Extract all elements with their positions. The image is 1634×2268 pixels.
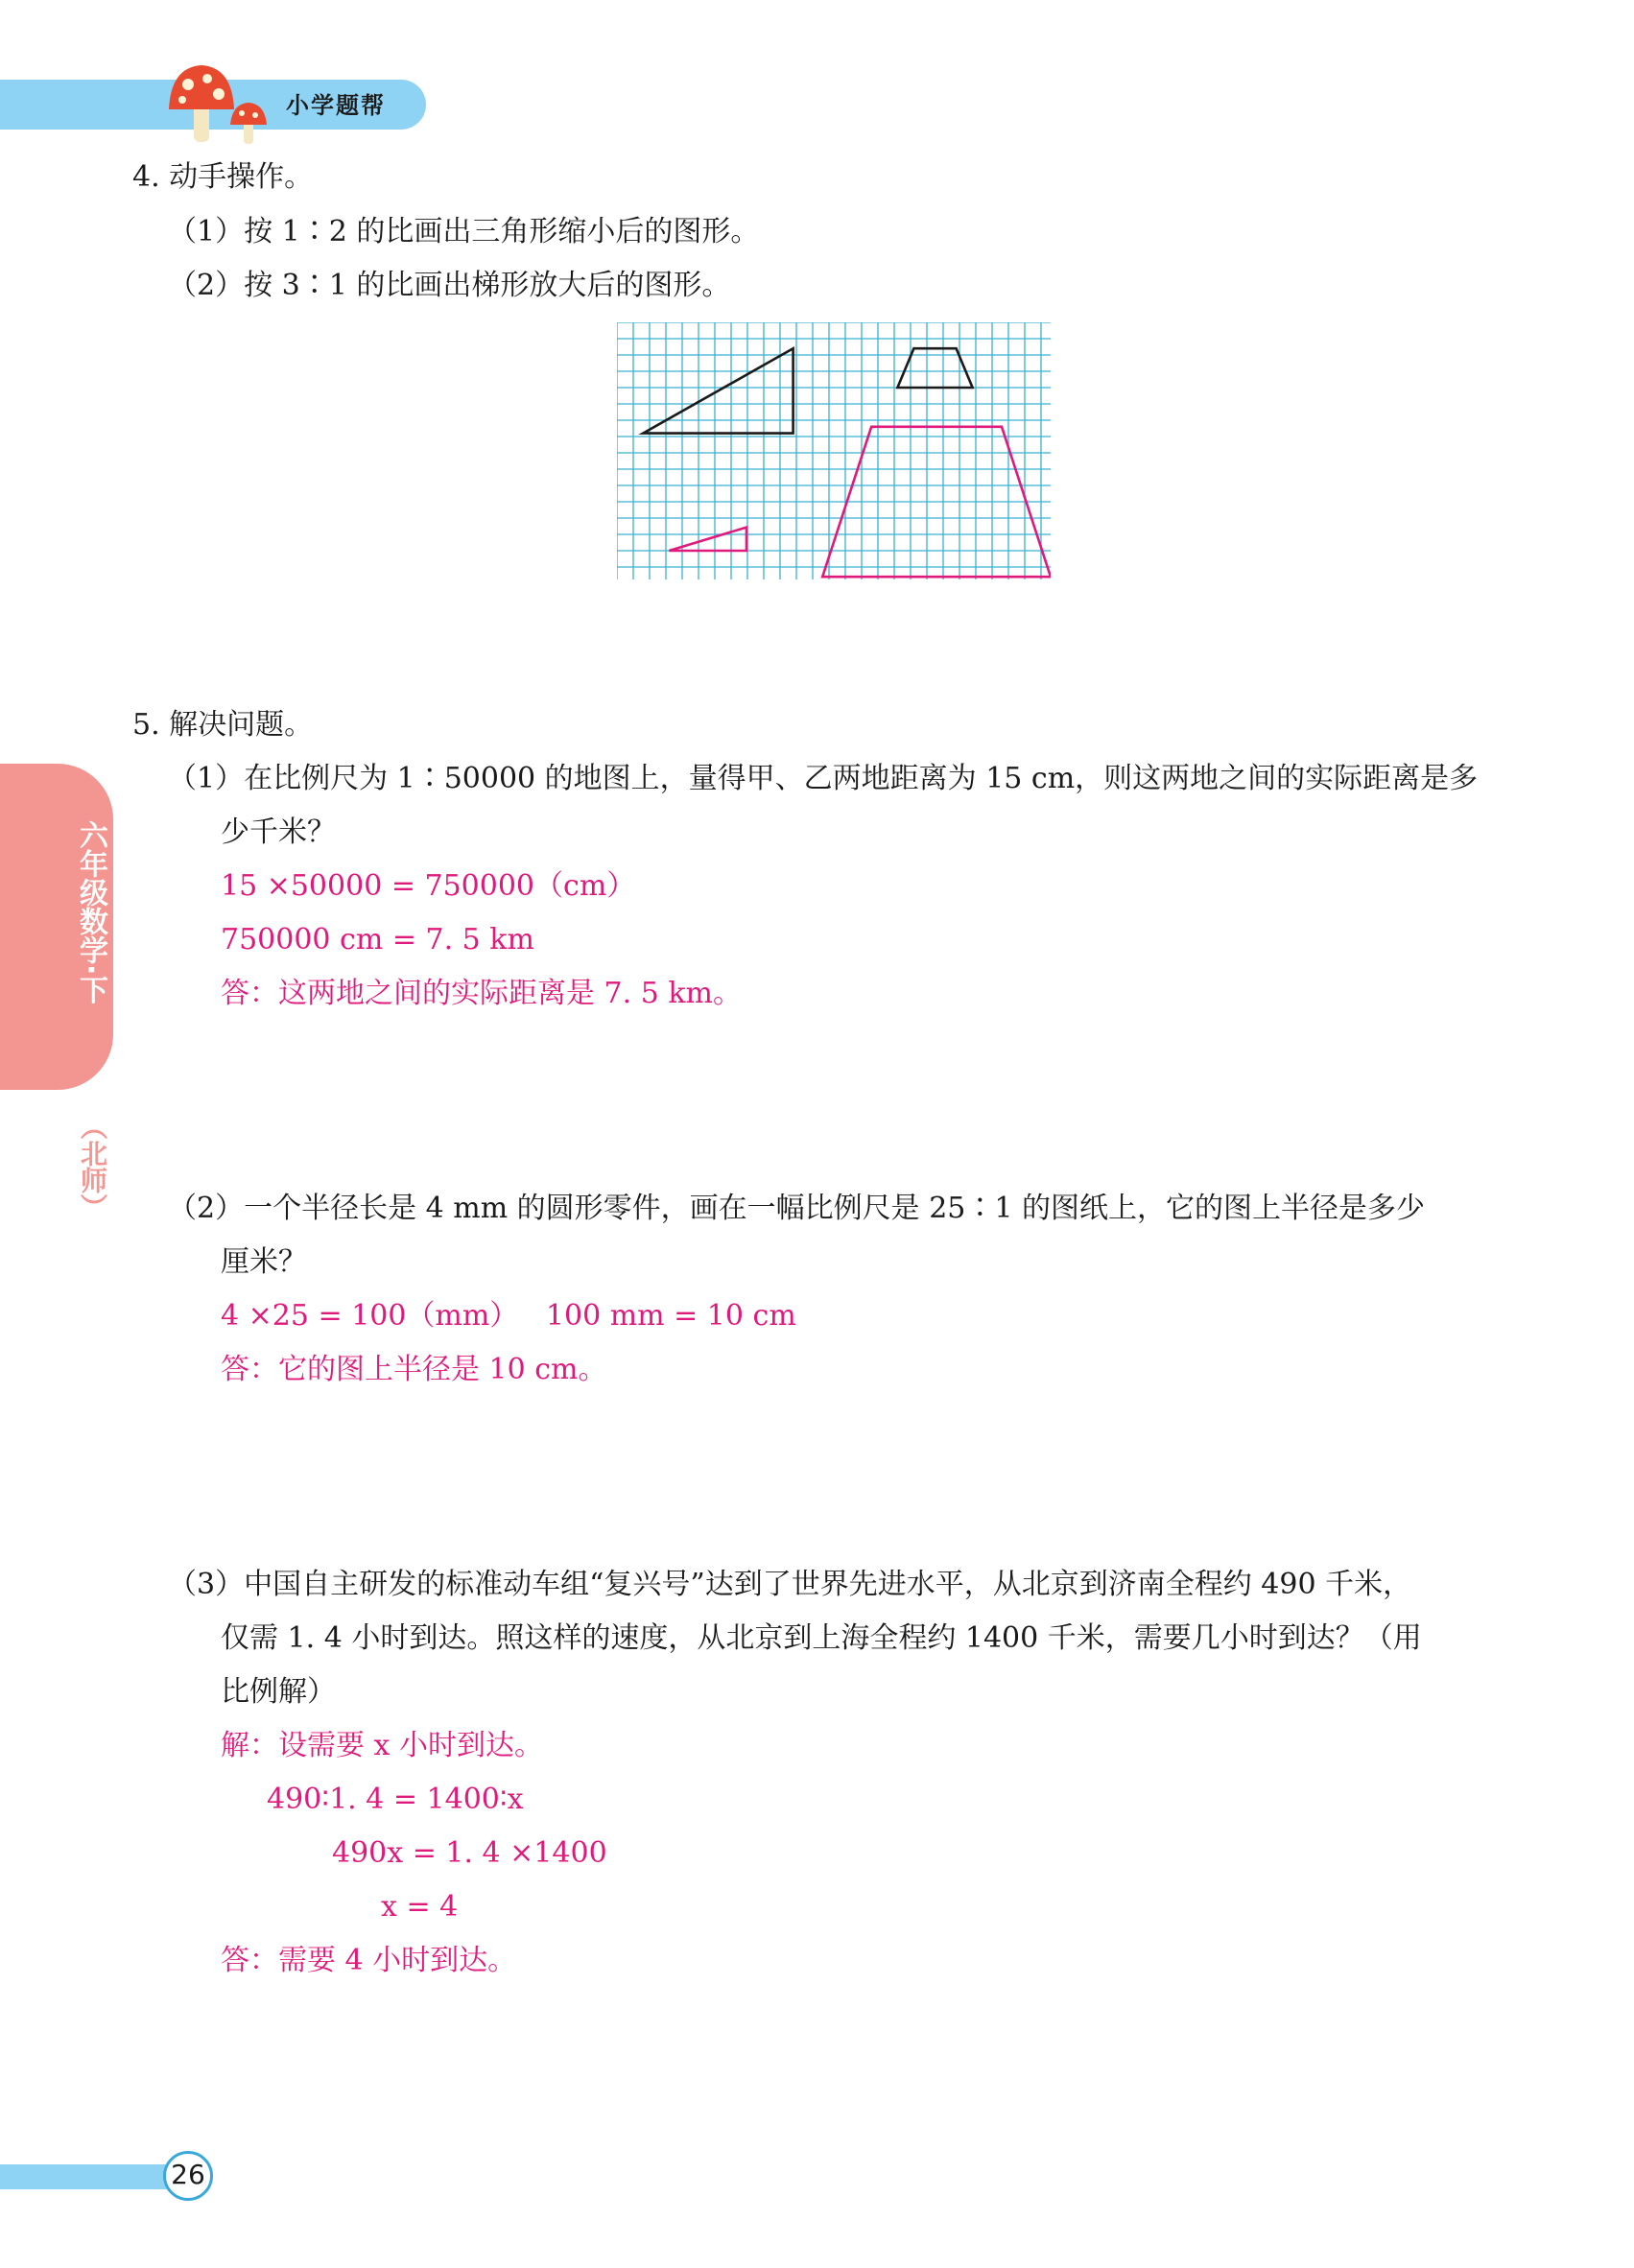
footer-bar — [0, 2164, 182, 2189]
q5-p2-question-line2: 厘米？ — [221, 1245, 307, 1279]
q4-sub1: （1）按 1∶2 的比画出三角形缩小后的图形。 — [168, 215, 760, 248]
reduced-triangle — [669, 528, 746, 551]
q5-p3-answer-conclusion: 答：需要 4 小时到达。 — [221, 1944, 517, 1977]
header-title: 小学题帮 — [286, 92, 386, 119]
q5-p2-question-line1: （2）一个半径长是 4 mm 的圆形零件，画在一幅比例尺是 25∶1 的图纸上，它的图上半径是多少 — [168, 1192, 1426, 1225]
q5-p1-answer-conclusion: 答：这两地之间的实际距离是 7. 5 km。 — [221, 977, 742, 1010]
q5-p3-question-line1: （3）中国自主研发的标准动车组“复兴号”达到了世界先进水平，从北京到济南全程约 490 千米， — [168, 1568, 1412, 1601]
q5-p3-answer-equation: 490x = 1. 4 ×1400 — [332, 1836, 607, 1870]
q5-p2-answer-step1: 4 ×25 = 100（mm） 100 mm = 10 cm — [221, 1299, 796, 1333]
q4-sub2: （2）按 3∶1 的比画出梯形放大后的图形。 — [168, 269, 731, 302]
page-number: 26 — [171, 2159, 205, 2190]
q5-p3-answer-setup: 解：设需要 x 小时到达。 — [221, 1729, 543, 1762]
q5-p1-answer-step2: 750000 cm = 7. 5 km — [221, 923, 534, 957]
side-tab-edition: （北师） — [77, 1113, 108, 1220]
q5-p3-answer-solution: x = 4 — [381, 1890, 459, 1924]
mushroom-logo-icon — [161, 56, 276, 152]
q4-title: 4. 动手操作。 — [132, 160, 314, 194]
q5-title: 5. 解决问题。 — [132, 708, 314, 742]
grid-figure — [617, 322, 1051, 579]
q5-p3-answer-proportion: 490∶1. 4 = 1400∶x — [267, 1783, 524, 1816]
q5-p3-question-line3: 比例解） — [221, 1675, 336, 1709]
side-tab-grade: 六年级数学·下 — [74, 820, 107, 1004]
original-trapezoid — [897, 348, 972, 388]
q5-p3-question-line2: 仅需 1. 4 小时到达。照这样的速度，从北京到上海全程约 1400 千米，需要几小时到达？（用 — [221, 1621, 1422, 1655]
q5-p1-question-line1: （1）在比例尺为 1∶50000 的地图上，量得甲、乙两地距离为 15 cm，则这两地之间的实际距离是多 — [168, 762, 1479, 795]
q5-p1-answer-step1: 15 ×50000 = 750000（cm） — [221, 869, 636, 903]
q5-p2-answer-conclusion: 答：它的图上半径是 10 cm。 — [221, 1353, 607, 1386]
q5-p1-question-line2: 少千米？ — [221, 815, 336, 849]
